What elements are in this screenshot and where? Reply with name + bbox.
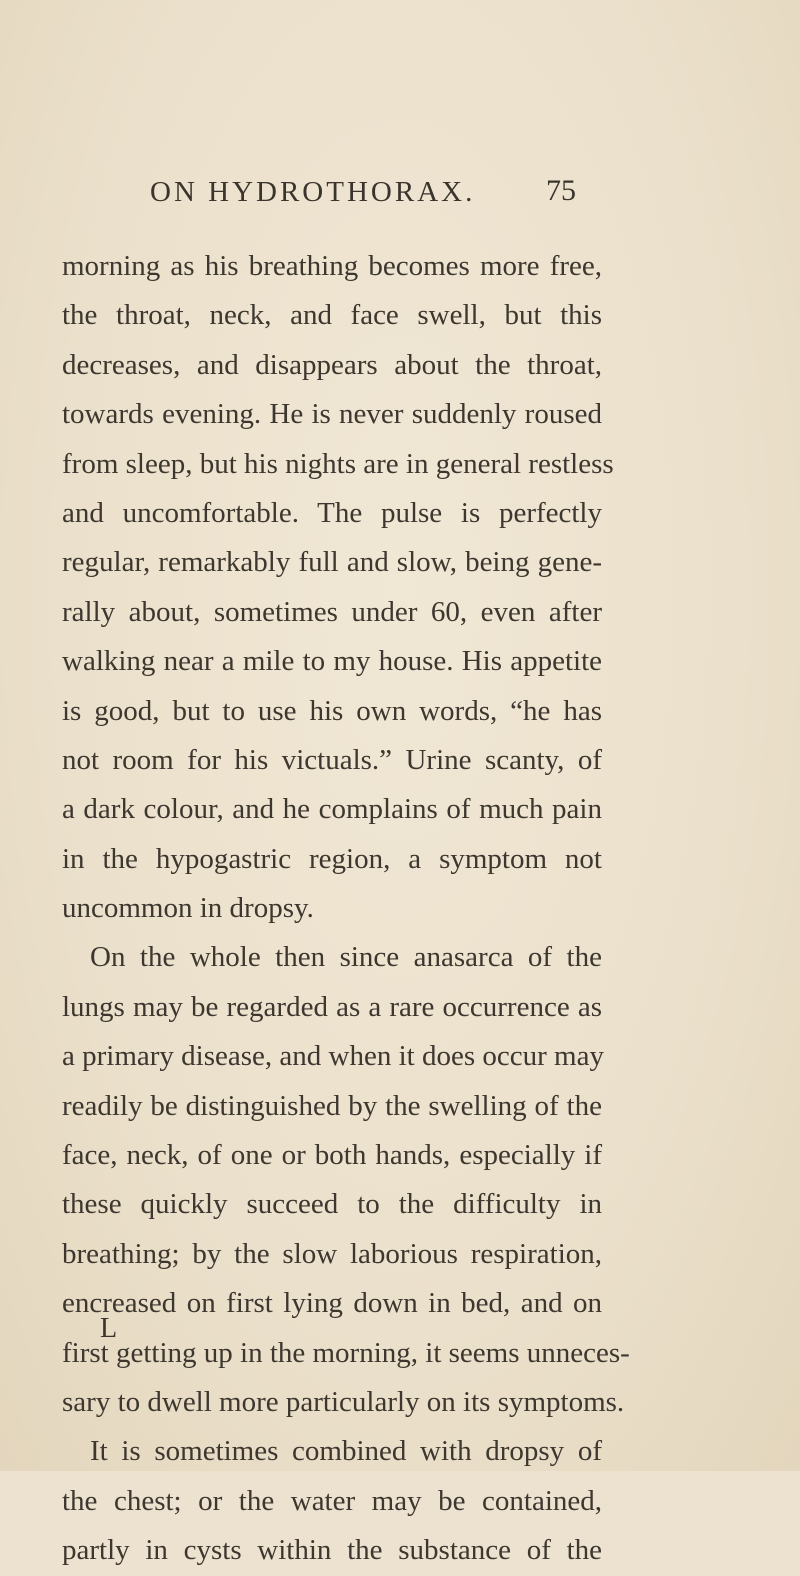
text-line: It is sometimes combined with dropsy of — [90, 1435, 602, 1468]
text-line: morning as his breathing becomes more free, — [62, 250, 602, 282]
text-line: these quickly succeed to the difficulty in — [62, 1188, 602, 1221]
signature-mark: L — [100, 1313, 118, 1344]
text-line: sary to dwell more particularly on its symptoms. — [62, 1385, 625, 1418]
text-line: breathing; by the slow laborious respiration, — [62, 1237, 602, 1270]
text-line: a dark colour, and he complains of much pain — [62, 793, 602, 826]
text-line: a primary disease, and when it does occur may — [62, 1040, 604, 1073]
text-line: in the hypogastric region, a symptom not — [62, 842, 602, 875]
text-line: the throat, neck, and face swell, but this — [62, 299, 602, 332]
text-line: first getting up in the morning, it seems unneces- — [62, 1336, 630, 1369]
page-header — [0, 158, 800, 208]
text-line: face, neck, of one or both hands, especially if — [62, 1139, 602, 1172]
page-number: 75 — [546, 174, 576, 207]
text-line: partly in cysts within the substance of the — [62, 1534, 602, 1567]
text-line: the chest; or the water may be contained, — [62, 1484, 602, 1517]
text-line: encreased on first lying down in bed, and on — [62, 1287, 602, 1320]
text-line: is good, but to use his own words, “he has — [62, 694, 602, 727]
text-line: from sleep, but his nights are in general restless — [62, 447, 614, 480]
text-line: and uncomfortable. The pulse is perfectly — [62, 496, 602, 529]
text-line: lungs may be regarded as a rare occurrence as — [62, 990, 602, 1023]
text-line: regular, remarkably full and slow, being gene- — [62, 546, 602, 579]
body-text — [62, 242, 630, 1576]
text-line: not room for his victuals.” Urine scanty, of — [62, 743, 602, 776]
text-line: uncommon in dropsy. — [62, 892, 314, 925]
text-line: readily be distinguished by the swelling of the — [62, 1089, 602, 1122]
running-title: ON HYDROTHORAX. — [150, 176, 476, 208]
text-line: rally about, sometimes under 60, even after — [62, 595, 602, 628]
text-line: decreases, and disappears about the throat, — [62, 348, 602, 381]
text-line: walking near a mile to my house. His appetite — [62, 645, 602, 678]
text-line: towards evening. He is never suddenly roused — [62, 398, 602, 431]
text-line: On the whole then since anasarca of the — [90, 941, 602, 974]
